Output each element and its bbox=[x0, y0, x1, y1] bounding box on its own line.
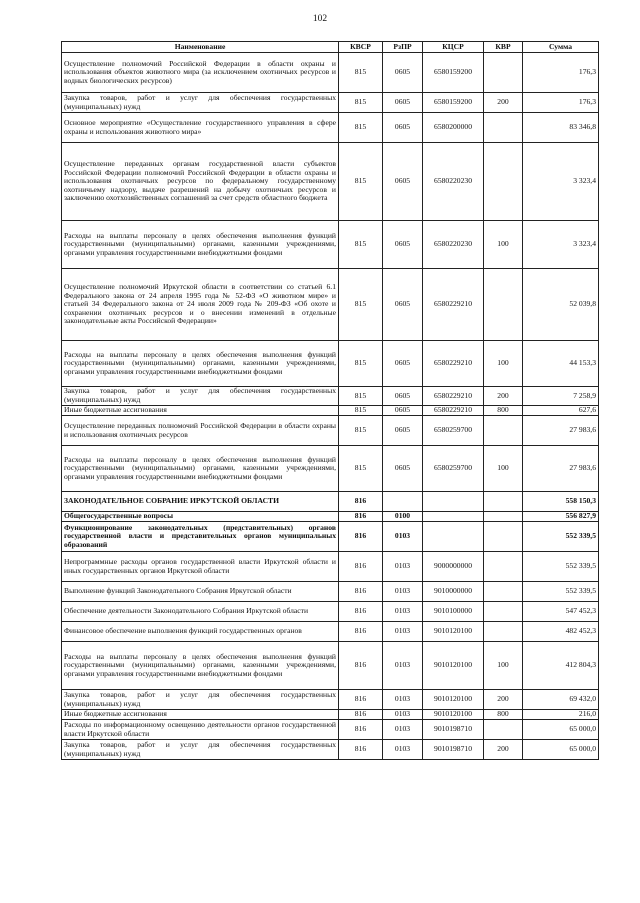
header-kcsr: КЦСР bbox=[423, 42, 484, 53]
cell-rzpr: 0605 bbox=[383, 446, 423, 492]
cell-rzpr: 0605 bbox=[383, 113, 423, 143]
cell-kvr bbox=[484, 602, 523, 622]
cell-name: Закупка товаров, работ и услуг для обеспечения государственных (муниципальных) нужд bbox=[62, 93, 339, 113]
table-header-row bbox=[62, 42, 599, 53]
cell-kvr bbox=[484, 512, 523, 522]
cell-kvsr: 815 bbox=[339, 53, 383, 93]
cell-rzpr: 0103 bbox=[383, 720, 423, 740]
cell-rzpr: 0605 bbox=[383, 416, 423, 446]
cell-name: Обеспечение деятельности Законодательного Собрания Иркутской области bbox=[62, 602, 339, 622]
cell-kvsr: 816 bbox=[339, 622, 383, 642]
cell-kvsr: 816 bbox=[339, 522, 383, 552]
header-kvr: КВР bbox=[484, 42, 523, 53]
cell-kcsr: 9010000000 bbox=[423, 582, 484, 602]
cell-kvsr: 816 bbox=[339, 740, 383, 760]
cell-kvsr: 816 bbox=[339, 582, 383, 602]
cell-kvr: 100 bbox=[484, 446, 523, 492]
cell-name: Непрограммные расходы органов государственной власти Иркутской области и иных государственных органов Иркутской области bbox=[62, 552, 339, 582]
header-kvsr: КВСР bbox=[339, 42, 383, 53]
table-row bbox=[62, 492, 599, 512]
cell-kcsr: 6580229210 bbox=[423, 269, 484, 341]
cell-name: Выполнение функций Законодательного Собрания Иркутской области bbox=[62, 582, 339, 602]
cell-kvsr: 815 bbox=[339, 269, 383, 341]
cell-kvr bbox=[484, 552, 523, 582]
cell-rzpr: 0103 bbox=[383, 582, 423, 602]
table-row bbox=[62, 387, 599, 406]
cell-sum: 69 432,0 bbox=[523, 690, 599, 710]
cell-rzpr: 0605 bbox=[383, 53, 423, 93]
cell-name: Общегосударственные вопросы bbox=[62, 512, 339, 522]
cell-sum: 547 452,3 bbox=[523, 602, 599, 622]
cell-kvsr: 815 bbox=[339, 387, 383, 406]
cell-name: Расходы на выплаты персоналу в целях обеспечения выполнения функций государственными (муниципальными) органами, казенными учреждениями, органами управления государственными внебюджетными фондами bbox=[62, 642, 339, 690]
table-row bbox=[62, 740, 599, 760]
table-row bbox=[62, 602, 599, 622]
cell-name: Осуществление переданных полномочий Российской Федерации в области охраны и использования охотничьих ресурсов bbox=[62, 416, 339, 446]
cell-kcsr: 6580220230 bbox=[423, 221, 484, 269]
cell-sum: 552 339,5 bbox=[523, 552, 599, 582]
cell-name: Расходы на выплаты персоналу в целях обеспечения выполнения функций государственными (муниципальными) органами, казенными учреждениями, органами управления государственными внебюджетными фондами bbox=[62, 221, 339, 269]
cell-kcsr bbox=[423, 492, 484, 512]
cell-name: Расходы на выплаты персоналу в целях обеспечения выполнения функций государственными (муниципальными) органами, казенными учреждениями, органами управления государственными внебюджетными фондами bbox=[62, 446, 339, 492]
cell-kvr bbox=[484, 269, 523, 341]
cell-name: Осуществление полномочий Российской Федерации в области охраны и использования объектов животного мира (за исключением охотничьих ресурсов и водных биологических ресурсов) bbox=[62, 53, 339, 93]
cell-kvr: 100 bbox=[484, 341, 523, 387]
cell-name: Расходы на выплаты персоналу в целях обеспечения выполнения функций государственными (муниципальными) органами, казенными учреждениями, органами управления государственными внебюджетными фондами bbox=[62, 341, 339, 387]
cell-kcsr: 9010198710 bbox=[423, 740, 484, 760]
cell-kcsr: 6580159200 bbox=[423, 53, 484, 93]
cell-rzpr: 0100 bbox=[383, 512, 423, 522]
table-row bbox=[62, 406, 599, 416]
cell-kcsr: 6580229210 bbox=[423, 387, 484, 406]
cell-kvr bbox=[484, 113, 523, 143]
cell-rzpr: 0605 bbox=[383, 406, 423, 416]
cell-kcsr: 6580259700 bbox=[423, 416, 484, 446]
cell-rzpr: 0605 bbox=[383, 221, 423, 269]
cell-name: Расходы по информационному освещению деятельности органов государственной власти Иркутской области bbox=[62, 720, 339, 740]
cell-sum: 556 827,9 bbox=[523, 512, 599, 522]
cell-rzpr: 0103 bbox=[383, 740, 423, 760]
cell-kvsr: 816 bbox=[339, 642, 383, 690]
page-number: 102 bbox=[312, 14, 328, 24]
header-sum: Сумма bbox=[523, 42, 599, 53]
cell-kcsr: 6580200000 bbox=[423, 113, 484, 143]
cell-kvsr: 816 bbox=[339, 710, 383, 720]
cell-kvr bbox=[484, 492, 523, 512]
cell-kcsr: 9010100000 bbox=[423, 602, 484, 622]
cell-kvsr: 815 bbox=[339, 446, 383, 492]
cell-rzpr: 0103 bbox=[383, 642, 423, 690]
cell-sum: 552 339,5 bbox=[523, 582, 599, 602]
cell-kvr: 800 bbox=[484, 406, 523, 416]
cell-kcsr: 9010120100 bbox=[423, 622, 484, 642]
cell-kvsr: 815 bbox=[339, 93, 383, 113]
table-row bbox=[62, 53, 599, 93]
cell-kvr bbox=[484, 416, 523, 446]
cell-sum: 3 323,4 bbox=[523, 221, 599, 269]
cell-kvsr: 816 bbox=[339, 552, 383, 582]
cell-kvr bbox=[484, 582, 523, 602]
cell-rzpr: 0605 bbox=[383, 387, 423, 406]
cell-rzpr: 0605 bbox=[383, 341, 423, 387]
cell-sum: 65 000,0 bbox=[523, 720, 599, 740]
cell-sum: 558 150,3 bbox=[523, 492, 599, 512]
table-row bbox=[62, 221, 599, 269]
cell-sum: 7 258,9 bbox=[523, 387, 599, 406]
cell-rzpr: 0103 bbox=[383, 710, 423, 720]
cell-kvr: 200 bbox=[484, 690, 523, 710]
cell-rzpr: 0605 bbox=[383, 93, 423, 113]
table-row bbox=[62, 143, 599, 221]
cell-kvr: 200 bbox=[484, 387, 523, 406]
cell-sum: 412 804,3 bbox=[523, 642, 599, 690]
cell-kcsr: 6580229210 bbox=[423, 406, 484, 416]
cell-sum: 83 346,8 bbox=[523, 113, 599, 143]
cell-kcsr: 9010120100 bbox=[423, 690, 484, 710]
cell-kcsr: 9010120100 bbox=[423, 710, 484, 720]
cell-sum: 176,3 bbox=[523, 53, 599, 93]
table-row bbox=[62, 522, 599, 552]
cell-kvr bbox=[484, 720, 523, 740]
cell-sum: 3 323,4 bbox=[523, 143, 599, 221]
table-row bbox=[62, 446, 599, 492]
cell-kcsr: 6580229210 bbox=[423, 341, 484, 387]
table-row bbox=[62, 720, 599, 740]
cell-kcsr bbox=[423, 512, 484, 522]
cell-name: Иные бюджетные ассигнования bbox=[62, 710, 339, 720]
table-row bbox=[62, 113, 599, 143]
cell-name: Функционирование законодательных (представительных) органов государственной власти и представительных органов муниципальных образований bbox=[62, 522, 339, 552]
cell-kcsr: 6580259700 bbox=[423, 446, 484, 492]
table-row bbox=[62, 690, 599, 710]
cell-name: Иные бюджетные ассигнования bbox=[62, 406, 339, 416]
header-name: Наименование bbox=[62, 42, 339, 53]
cell-rzpr bbox=[383, 492, 423, 512]
cell-name: Закупка товаров, работ и услуг для обеспечения государственных (муниципальных) нужд bbox=[62, 387, 339, 406]
cell-sum: 44 153,3 bbox=[523, 341, 599, 387]
cell-sum: 65 000,0 bbox=[523, 740, 599, 760]
cell-rzpr: 0103 bbox=[383, 622, 423, 642]
cell-kvr bbox=[484, 53, 523, 93]
cell-rzpr: 0103 bbox=[383, 552, 423, 582]
cell-kvr bbox=[484, 522, 523, 552]
header-rzpr: РзПР bbox=[383, 42, 423, 53]
cell-sum: 27 983,6 bbox=[523, 416, 599, 446]
cell-kvr: 100 bbox=[484, 221, 523, 269]
table-row bbox=[62, 552, 599, 582]
cell-sum: 482 452,3 bbox=[523, 622, 599, 642]
cell-kvr bbox=[484, 622, 523, 642]
budget-table bbox=[61, 41, 599, 760]
cell-rzpr: 0103 bbox=[383, 602, 423, 622]
table-row bbox=[62, 582, 599, 602]
table-row bbox=[62, 341, 599, 387]
cell-kvsr: 816 bbox=[339, 602, 383, 622]
cell-rzpr: 0605 bbox=[383, 269, 423, 341]
cell-sum: 27 983,6 bbox=[523, 446, 599, 492]
cell-sum: 552 339,5 bbox=[523, 522, 599, 552]
cell-name: Закупка товаров, работ и услуг для обеспечения государственных (муниципальных) нужд bbox=[62, 740, 339, 760]
table-row bbox=[62, 512, 599, 522]
cell-kcsr: 6580220230 bbox=[423, 143, 484, 221]
cell-kvsr: 815 bbox=[339, 113, 383, 143]
table-row bbox=[62, 642, 599, 690]
cell-sum: 176,3 bbox=[523, 93, 599, 113]
cell-kvr: 100 bbox=[484, 642, 523, 690]
cell-sum: 52 039,8 bbox=[523, 269, 599, 341]
cell-kvsr: 815 bbox=[339, 221, 383, 269]
cell-kvr bbox=[484, 143, 523, 221]
cell-kvr: 800 bbox=[484, 710, 523, 720]
cell-kcsr bbox=[423, 522, 484, 552]
cell-sum: 627,6 bbox=[523, 406, 599, 416]
cell-kcsr: 9010198710 bbox=[423, 720, 484, 740]
cell-name: Закупка товаров, работ и услуг для обеспечения государственных (муниципальных) нужд bbox=[62, 690, 339, 710]
cell-kvsr: 815 bbox=[339, 341, 383, 387]
cell-kvsr: 815 bbox=[339, 416, 383, 446]
cell-kcsr: 9010120100 bbox=[423, 642, 484, 690]
table-row bbox=[62, 416, 599, 446]
table-row bbox=[62, 93, 599, 113]
table-row bbox=[62, 269, 599, 341]
cell-kvsr: 816 bbox=[339, 690, 383, 710]
cell-kcsr: 6580159200 bbox=[423, 93, 484, 113]
cell-kvsr: 815 bbox=[339, 143, 383, 221]
cell-name: ЗАКОНОДАТЕЛЬНОЕ СОБРАНИЕ ИРКУТСКОЙ ОБЛАСТИ bbox=[62, 492, 339, 512]
cell-kvsr: 816 bbox=[339, 492, 383, 512]
cell-rzpr: 0103 bbox=[383, 522, 423, 552]
cell-kvsr: 816 bbox=[339, 512, 383, 522]
cell-kcsr: 9000000000 bbox=[423, 552, 484, 582]
cell-kvsr: 816 bbox=[339, 720, 383, 740]
table-row bbox=[62, 622, 599, 642]
cell-name: Осуществление полномочий Иркутской области в соответствии со статьей 6.1 Федерального закона от 24 апреля 1995 года № 52-ФЗ «О животном мире» и статьей 34 Федерального закона от 24 июля 2009 года № 209-ФЗ «Об охоте и сохранении охотничьих ресурсов и о внесении изменений в отдельные законодательные акты Российской Федерации» bbox=[62, 269, 339, 341]
cell-kvr: 200 bbox=[484, 93, 523, 113]
cell-name: Финансовое обеспечение выполнения функций государственных органов bbox=[62, 622, 339, 642]
cell-name: Осуществление переданных органам государственной власти субъектов Российской Федерации полномочий Российской Федерации в области охраны и использования охотничьих ресурсов по федеральному государственному охотничьему надзору, выдаче разрешений на добычу охотничьих ресурсов и заключению охотхозяйственных соглашений за счет средств областного бюджета bbox=[62, 143, 339, 221]
cell-kvsr: 815 bbox=[339, 406, 383, 416]
cell-kvr: 200 bbox=[484, 740, 523, 760]
cell-sum: 216,0 bbox=[523, 710, 599, 720]
cell-name: Основное мероприятие «Осуществление государственного управления в сфере охраны и использования животного мира» bbox=[62, 113, 339, 143]
cell-rzpr: 0605 bbox=[383, 143, 423, 221]
table-row bbox=[62, 710, 599, 720]
cell-rzpr: 0103 bbox=[383, 690, 423, 710]
